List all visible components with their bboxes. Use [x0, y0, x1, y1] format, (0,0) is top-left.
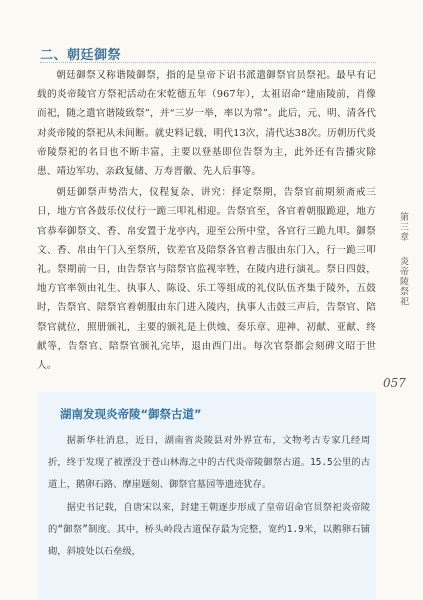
- body-paragraph-1: 朝廷御祭又称谐陵御祭，指的是皇帝下诏书派遣御祭官员祭祀。最早有记载的炎帝陵官方祭祀活动在宋乾德五年（967年），太祖诏命“建庙陵前，肖像而祀，随之遣官谐陵致祭”，并“三岁一举，率以为常”。此后，元、明、清各代对炎帝陵的祭祀从未间断。就史料记载，明代13次，清代达38次。历朝历代炎帝陵祭祀的名目也不断丰富，主要以登基即位告祭为主，此外还有告播灾除患、靖边军功、亲政复储、万寿晋徽、先人后事等。: [37, 70, 376, 178]
- chapter-separator: [397, 245, 408, 254]
- section-heading: 二、朝廷御祭: [40, 48, 122, 63]
- chapter-side-tab: [386, 212, 408, 307]
- sidebar-box-text: [48, 430, 370, 563]
- sidebar-paragraph-2: 据史书记载，自唐宋以来，封建王朝逐步形成了皇帝诏命官员祭祀炎帝陵的“御祭”制度。其中，桥头岭段古道保存最为完整，宽约1.9米，以鹅卵石铺砌，斜坡处以石垒级，: [48, 501, 370, 558]
- chapter-title: 炎帝陵祭祀: [398, 256, 408, 307]
- sidebar-box-title: 湖南发现炎帝陵“御祭古道”: [60, 407, 202, 421]
- sidebar-paragraph-1: 据新华社消息，近日，湖南省炎陵县对外界宣布，文物考古专家几经周折，终于发现了被湮没于苍山林海之中的古代炎帝陵御祭古道。15.5公里的古道上，鹅卵石路、摩崖题刻、御祭官墓园等遗迹犹存。: [48, 435, 370, 491]
- chapter-number: 第三章: [398, 212, 408, 242]
- body-paragraph-2: 朝廷御祭声势浩大，仪程复杂、讲究：择定祭期，告祭官前期须斋戒三日，地方官各鼓乐仪仗行一跪三叩礼相迎。告祭官至，各官着朝服跪迎，地方官恭奉御祭文、香、帛安置于龙亭内，迎至公所中堂，各官行三跪九叩。御祭文、香、帛由午门入至祭所，钦差官及陪祭各官着吉服由东门入，行一跪三叩礼。祭期前一日，由告祭官与陪祭官监视宰牲，在陵内进行演礼。祭日四鼓，地方官率领由礼生、执事人、陈设、乐工等组成的礼仪队伍齐集于陵外，五鼓时，告祭官、陪祭官着朝服由东门进入陵内，执事人击鼓三声后，告祭官、陪祭官就位，照册颁礼，主要的颁礼是上供烛、奏乐章、迎神、初献、亚献、终献等，告祭官、陪祭官颁礼完毕，退由西门出。每次官祭都会刻碑文昭于世人。: [37, 187, 376, 372]
- page-number: 057: [383, 376, 406, 390]
- main-body: [37, 66, 376, 377]
- heading-divider: [40, 62, 376, 63]
